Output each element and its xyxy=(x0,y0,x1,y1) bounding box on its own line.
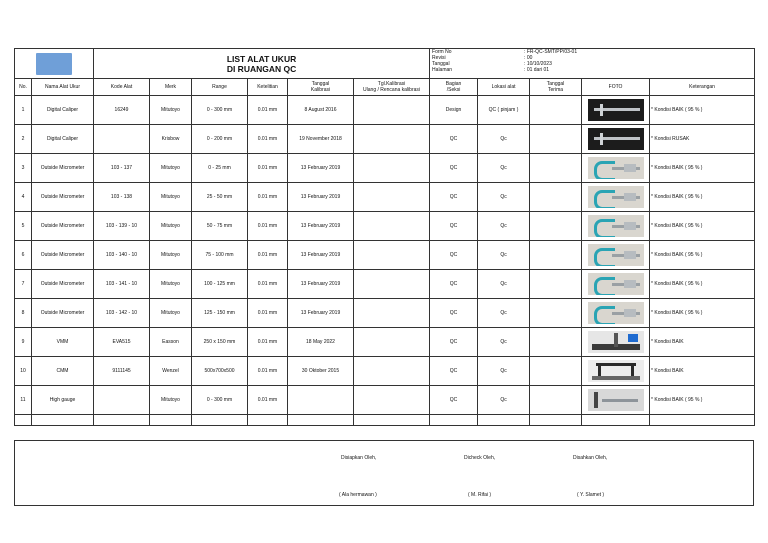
col-header-keterangan: Keterangan xyxy=(650,79,755,96)
cell-lokasi: Qc xyxy=(478,241,530,270)
cell-ketelitian: 0.01 mm xyxy=(248,270,288,299)
cell-tgl-kalibrasi: 18 May 2022 xyxy=(288,328,354,357)
cell-terima xyxy=(530,328,582,357)
cell-keterangan: * Kondisi BAIK ( 95 % ) xyxy=(650,183,755,212)
col-header-lokasi: Lokasi alat xyxy=(478,79,530,96)
prepared-by-label: Disiapkan Oleh, xyxy=(341,455,377,461)
cell-bagian: QC xyxy=(430,328,478,357)
cell-lokasi: QC ( pinjam ) xyxy=(478,96,530,125)
cell-merk: Easson xyxy=(150,328,192,357)
col-header-nama: Nama Alat Ukur xyxy=(32,79,94,96)
cell-rencana xyxy=(354,96,430,125)
cell-merk: Mitutoyo xyxy=(150,270,192,299)
cell-rencana xyxy=(354,270,430,299)
cell-lokasi: Qc xyxy=(478,299,530,328)
col-header-rencana-l2: Ulang / Rencana kalibrasi xyxy=(363,87,421,93)
cell-kode: 103 - 139 - 10 xyxy=(94,212,150,241)
cell-merk: Wenzel xyxy=(150,357,192,386)
cell-foto xyxy=(582,96,650,125)
cell-no: 6 xyxy=(15,241,32,270)
cell-keterangan: * Kondisi RUSAK xyxy=(650,125,755,154)
cell-range: 0 - 300 mm xyxy=(192,386,248,415)
table-row xyxy=(15,125,755,154)
cell-lokasi: Qc xyxy=(478,183,530,212)
empty-cell xyxy=(192,415,248,426)
empty-cell xyxy=(530,415,582,426)
title-line-2: DI RUANGAN QC xyxy=(226,63,297,74)
cell-terima xyxy=(530,357,582,386)
cell-keterangan: * Kondisi BAIK ( 95 % ) xyxy=(650,154,755,183)
meta-value-revisi: : 00 xyxy=(524,55,533,61)
cell-merk: Krisbow xyxy=(150,125,192,154)
cell-nama: VMM xyxy=(32,328,94,357)
table-row xyxy=(15,357,755,386)
company-logo xyxy=(36,53,72,75)
cell-no: 7 xyxy=(15,270,32,299)
col-header-foto: FOTO xyxy=(582,79,650,96)
cell-foto xyxy=(582,328,650,357)
cell-bagian: QC xyxy=(430,212,478,241)
cell-bagian: QC xyxy=(430,241,478,270)
table-row xyxy=(15,183,755,212)
cell-tgl-kalibrasi: 13 February 2019 xyxy=(288,183,354,212)
col-header-ketelitian: Ketelitian xyxy=(248,79,288,96)
cell-kode: 103 - 140 - 10 xyxy=(94,241,150,270)
table-row xyxy=(15,212,755,241)
cell-foto xyxy=(582,270,650,299)
col-header-terima xyxy=(530,79,582,96)
cell-tgl-kalibrasi: 13 February 2019 xyxy=(288,270,354,299)
micrometer-photo xyxy=(588,273,644,295)
cell-nama: CMM xyxy=(32,357,94,386)
cell-keterangan: * Kondisi BAIK xyxy=(650,328,755,357)
cell-kode xyxy=(94,386,150,415)
cell-nama: Outside Micrometer xyxy=(32,299,94,328)
checked-by-name: ( M. Rifai ) xyxy=(468,492,492,498)
col-header-bagian xyxy=(430,79,478,96)
col-header-range: Range xyxy=(192,79,248,96)
cell-tgl-kalibrasi: 13 February 2019 xyxy=(288,241,354,270)
cell-terima xyxy=(530,154,582,183)
cell-keterangan: * Kondisi BAIK ( 95 % ) xyxy=(650,96,755,125)
cell-lokasi: Qc xyxy=(478,270,530,299)
cell-foto xyxy=(582,183,650,212)
cell-terima xyxy=(530,125,582,154)
cell-bagian: QC xyxy=(430,183,478,212)
cell-foto xyxy=(582,154,650,183)
height-gauge-photo xyxy=(588,389,644,411)
cell-kode: EVA515 xyxy=(94,328,150,357)
cell-rencana xyxy=(354,386,430,415)
approved-by-name: ( Y. Slamet ) xyxy=(577,492,605,498)
title-row xyxy=(15,49,755,79)
cell-lokasi: Qc xyxy=(478,154,530,183)
cell-nama: Outside Micrometer xyxy=(32,241,94,270)
cell-bagian: QC xyxy=(430,386,478,415)
cell-ketelitian: 0.01 mm xyxy=(248,328,288,357)
cell-lokasi: Qc xyxy=(478,212,530,241)
cell-keterangan: * Kondisi BAIK ( 95 % ) xyxy=(650,299,755,328)
cell-lokasi: Qc xyxy=(478,386,530,415)
cell-merk: Mitutoyo xyxy=(150,241,192,270)
empty-cell xyxy=(150,415,192,426)
cell-range: 50 - 75 mm xyxy=(192,212,248,241)
cell-merk: Mitutoyo xyxy=(150,154,192,183)
cell-ketelitian: 0.01 mm xyxy=(248,241,288,270)
cell-ketelitian: 0.01 mm xyxy=(248,96,288,125)
cell-rencana xyxy=(354,154,430,183)
cell-ketelitian: 0.01 mm xyxy=(248,357,288,386)
cell-ketelitian: 0.01 mm xyxy=(248,212,288,241)
cell-lokasi: Qc xyxy=(478,125,530,154)
cell-kode: 9111145 xyxy=(94,357,150,386)
meta-label-tanggal: Tanggal xyxy=(432,61,450,67)
cell-foto xyxy=(582,241,650,270)
cell-range: 250 x 150 mm xyxy=(192,328,248,357)
form-meta xyxy=(430,49,754,73)
empty-row xyxy=(15,415,755,426)
cell-terima xyxy=(530,241,582,270)
cell-ketelitian: 0.01 mm xyxy=(248,125,288,154)
cell-tgl-kalibrasi: 19 November 2018 xyxy=(288,125,354,154)
cell-tgl-kalibrasi: 8 August 2016 xyxy=(288,96,354,125)
cell-range: 500x700x500 xyxy=(192,357,248,386)
cell-ketelitian: 0.01 mm xyxy=(248,386,288,415)
cell-kode: 103 - 141 - 10 xyxy=(94,270,150,299)
meta-label-form-no: Form No xyxy=(432,49,452,55)
table-row xyxy=(15,270,755,299)
cell-terima xyxy=(530,299,582,328)
cell-keterangan: * Kondisi BAIK ( 95 % ) xyxy=(650,212,755,241)
col-header-merk: Merk xyxy=(150,79,192,96)
logo-cell xyxy=(15,49,94,79)
cmm-photo xyxy=(588,360,644,382)
caliper-photo xyxy=(588,128,644,150)
cell-terima xyxy=(530,212,582,241)
col-header-tgl-kalibrasi-l1: Tanggal xyxy=(311,81,330,87)
table-row xyxy=(15,386,755,415)
cell-bagian: QC xyxy=(430,154,478,183)
empty-cell xyxy=(288,415,354,426)
cell-nama: Outside Micrometer xyxy=(32,270,94,299)
cell-rencana xyxy=(354,125,430,154)
cell-no: 9 xyxy=(15,328,32,357)
cell-kode: 103 - 138 xyxy=(94,183,150,212)
empty-cell xyxy=(248,415,288,426)
cell-range: 75 - 100 mm xyxy=(192,241,248,270)
cell-foto xyxy=(582,299,650,328)
cell-no: 10 xyxy=(15,357,32,386)
measuring-tools-table xyxy=(14,48,755,426)
cell-rencana xyxy=(354,241,430,270)
cell-nama: Digital Caliper xyxy=(32,96,94,125)
table-row xyxy=(15,328,755,357)
micrometer-photo xyxy=(588,302,644,324)
cell-rencana xyxy=(354,299,430,328)
cell-range: 25 - 50 mm xyxy=(192,183,248,212)
col-header-bagian-l2: /Seksi xyxy=(446,87,461,93)
cell-terima xyxy=(530,96,582,125)
approved-by-label: Disahkan Oleh, xyxy=(573,455,608,461)
cell-kode: 103 - 137 xyxy=(94,154,150,183)
table-row xyxy=(15,154,755,183)
vmm-photo xyxy=(588,331,644,353)
cell-no: 5 xyxy=(15,212,32,241)
cell-bagian: Design xyxy=(430,96,478,125)
col-header-terima-l2: Terima xyxy=(548,87,564,93)
cell-bagian: QC xyxy=(430,299,478,328)
col-header-bagian-l1: Bagian xyxy=(445,81,462,87)
cell-kode: 16249 xyxy=(94,96,150,125)
document-sheet xyxy=(14,48,754,506)
cell-range: 0 - 200 mm xyxy=(192,125,248,154)
cell-merk: Mitutoyo xyxy=(150,212,192,241)
cell-range: 100 - 125 mm xyxy=(192,270,248,299)
cell-rencana xyxy=(354,183,430,212)
cell-nama: High gauge xyxy=(32,386,94,415)
cell-tgl-kalibrasi xyxy=(288,386,354,415)
empty-cell xyxy=(354,415,430,426)
prepared-by-name: ( Ala hermawan ) xyxy=(339,492,377,498)
meta-value-form-no: : FR-QC-SMT/PP/03-01 xyxy=(524,49,578,55)
col-header-no: No. xyxy=(15,79,32,96)
meta-value-halaman: : 01 dari 01 xyxy=(524,67,550,73)
cell-merk: Mitutoyo xyxy=(150,96,192,125)
cell-bagian: QC xyxy=(430,270,478,299)
micrometer-photo xyxy=(588,215,644,237)
caliper-photo xyxy=(588,99,644,121)
empty-cell xyxy=(94,415,150,426)
cell-terima xyxy=(530,386,582,415)
cell-rencana xyxy=(354,328,430,357)
cell-keterangan: * Kondisi BAIK xyxy=(650,357,755,386)
cell-nama: Digital Caliper xyxy=(32,125,94,154)
empty-cell xyxy=(478,415,530,426)
cell-range: 0 - 300 mm xyxy=(192,96,248,125)
cell-range: 125 - 150 mm xyxy=(192,299,248,328)
cell-foto xyxy=(582,125,650,154)
cell-ketelitian: 0.01 mm xyxy=(248,154,288,183)
meta-label-halaman: Halaman xyxy=(432,67,453,73)
cell-kode: 103 - 142 - 10 xyxy=(94,299,150,328)
cell-merk: Mitutoyo xyxy=(150,183,192,212)
micrometer-photo xyxy=(588,186,644,208)
micrometer-photo xyxy=(588,244,644,266)
col-header-kode: Kode Alat xyxy=(94,79,150,96)
cell-rencana xyxy=(354,357,430,386)
table-row xyxy=(15,96,755,125)
cell-tgl-kalibrasi: 30 Oktober 2015 xyxy=(288,357,354,386)
cell-nama: Outside Micrometer xyxy=(32,212,94,241)
cell-bagian: QC xyxy=(430,125,478,154)
cell-nama: Outside Micrometer xyxy=(32,154,94,183)
cell-no: 11 xyxy=(15,386,32,415)
empty-cell xyxy=(430,415,478,426)
meta-label-revisi: Revisi xyxy=(432,55,446,61)
cell-terima xyxy=(530,270,582,299)
empty-cell xyxy=(582,415,650,426)
column-header-row xyxy=(15,79,755,96)
cell-nama: Outside Micrometer xyxy=(32,183,94,212)
micrometer-photo xyxy=(588,157,644,179)
form-meta-cell xyxy=(430,49,755,79)
title-cell xyxy=(94,49,430,79)
title-line-1: LIST ALAT UKUR xyxy=(226,53,297,64)
table-row xyxy=(15,299,755,328)
cell-kode xyxy=(94,125,150,154)
cell-keterangan: * Kondisi BAIK ( 95 % ) xyxy=(650,386,755,415)
cell-foto xyxy=(582,212,650,241)
cell-terima xyxy=(530,183,582,212)
cell-keterangan: * Kondisi BAIK ( 95 % ) xyxy=(650,270,755,299)
col-header-rencana xyxy=(354,79,430,96)
table-row xyxy=(15,241,755,270)
cell-tgl-kalibrasi: 13 February 2019 xyxy=(288,212,354,241)
checked-by-label: Dicheck Oleh, xyxy=(464,455,496,461)
col-header-terima-l1: Tanggal xyxy=(546,81,565,87)
meta-value-tanggal: : 10/10/2023 xyxy=(524,61,552,67)
cell-range: 0 - 25 mm xyxy=(192,154,248,183)
col-header-tgl-kalibrasi xyxy=(288,79,354,96)
cell-tgl-kalibrasi: 13 February 2019 xyxy=(288,154,354,183)
cell-bagian: QC xyxy=(430,357,478,386)
cell-no: 3 xyxy=(15,154,32,183)
col-header-tgl-kalibrasi-l2: Kalibrasi xyxy=(310,87,331,93)
cell-no: 8 xyxy=(15,299,32,328)
cell-ketelitian: 0.01 mm xyxy=(248,183,288,212)
cell-merk: Mitutoyo xyxy=(150,386,192,415)
cell-rencana xyxy=(354,212,430,241)
cell-tgl-kalibrasi: 13 February 2019 xyxy=(288,299,354,328)
cell-no: 1 xyxy=(15,96,32,125)
empty-cell xyxy=(32,415,94,426)
empty-cell xyxy=(15,415,32,426)
signature-block xyxy=(14,440,754,506)
cell-merk: Mitutoyo xyxy=(150,299,192,328)
cell-foto xyxy=(582,386,650,415)
cell-foto xyxy=(582,357,650,386)
col-header-rencana-l1: Tgl.Kalibrasi xyxy=(377,81,406,87)
cell-keterangan: * Kondisi BAIK ( 95 % ) xyxy=(650,241,755,270)
empty-cell xyxy=(650,415,755,426)
cell-no: 4 xyxy=(15,183,32,212)
cell-lokasi: Qc xyxy=(478,357,530,386)
cell-no: 2 xyxy=(15,125,32,154)
cell-lokasi: Qc xyxy=(478,328,530,357)
cell-ketelitian: 0.01 mm xyxy=(248,299,288,328)
